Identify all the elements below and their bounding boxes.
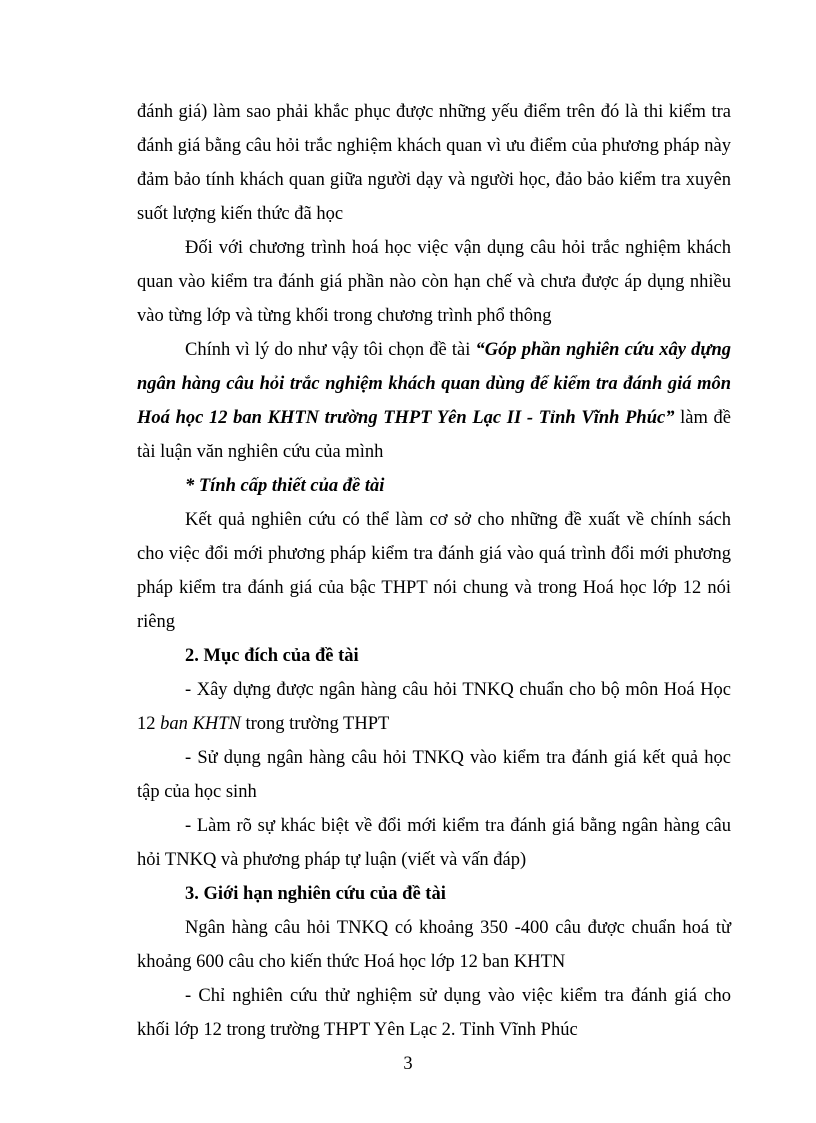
paragraph-research-results: Kết quả nghiên cứu có thể làm cơ sở cho những đề xuất về chính sách cho việc đổi mới phương pháp kiểm tra đánh giá vào quá trình đổi mới phương pháp kiểm tra đánh giá của bậc THPT nói chung và trong Hoá học lớp 12 nói riêng xyxy=(137,510,731,632)
scope-item-question-bank: Ngân hàng câu hỏi TNKQ có khoảng 350 -400 câu được chuẩn hoá từ khoảng 600 câu cho kiến thức Hoá học lớp 12 ban KHTN xyxy=(137,918,731,972)
urgency-heading: * Tính cấp thiết của đề tài xyxy=(185,476,385,496)
purpose-item-build-bank xyxy=(137,673,731,741)
topic-choice-tail: làm đề tài luận văn nghiên cứu của mình xyxy=(137,408,732,462)
scope-item-trial: - Chỉ nghiên cứu thử nghiệm sử dụng vào việc kiểm tra đánh giá cho khối lớp 12 trong trường THPT Yên Lạc 2. Tỉnh Vĩnh Phúc xyxy=(137,986,731,1040)
section-3-heading: 3. Giới hạn nghiên cứu của đề tài xyxy=(185,884,446,904)
section-2-heading: 2. Mục đích của đề tài xyxy=(185,646,359,666)
purpose-item-italic: ban KHTN xyxy=(160,714,241,734)
purpose-item-use-bank: - Sử dụng ngân hàng câu hỏi TNKQ vào kiểm tra đánh giá kết quả học tập của học sinh xyxy=(137,748,731,802)
purpose-item-tail: trong trường THPT xyxy=(240,714,390,734)
topic-choice-lead: Chính vì lý do như vậy tôi chọn đề tài xyxy=(185,340,476,360)
body-text xyxy=(137,95,731,1047)
purpose-item-clarify: - Làm rõ sự khác biệt về đổi mới kiểm tra đánh giá bằng ngân hàng câu hỏi TNKQ và phương pháp tự luận (viết và vấn đáp) xyxy=(137,816,731,870)
paragraph-chemistry-program: Đối với chương trình hoá học việc vận dụng câu hỏi trắc nghiệm khách quan vào kiểm tra đánh giá phần nào còn hạn chế và chưa được áp dụng nhiều vào từng lớp và từng khối trong chương trình phổ thông xyxy=(137,238,731,326)
paragraph-topic-choice xyxy=(137,333,731,469)
page-number: 3 xyxy=(403,1054,413,1074)
paragraph-intro-continuation: đánh giá) làm sao phải khắc phục được những yếu điểm trên đó là thi kiểm tra đánh giá bằng câu hỏi trắc nghiệm khách quan vì ưu điểm của phương pháp này đảm bảo tính khách quan giữa người dạy và người học, đảo bảo kiểm tra xuyên suốt lượng kiến thức đã học xyxy=(137,102,731,224)
purpose-item-lead: - Xây dựng được ngân hàng câu hỏi TNKQ chuẩn cho bộ môn Hoá Học 12 xyxy=(137,680,731,734)
topic-title: “Góp phần nghiên cứu xây dựng ngân hàng câu hỏi trắc nghiệm khách quan dùng để kiểm tra đánh giá môn Hoá học 12 ban KHTN trường THPT Yên Lạc II - Tỉnh Vĩnh Phúc” xyxy=(137,340,731,428)
